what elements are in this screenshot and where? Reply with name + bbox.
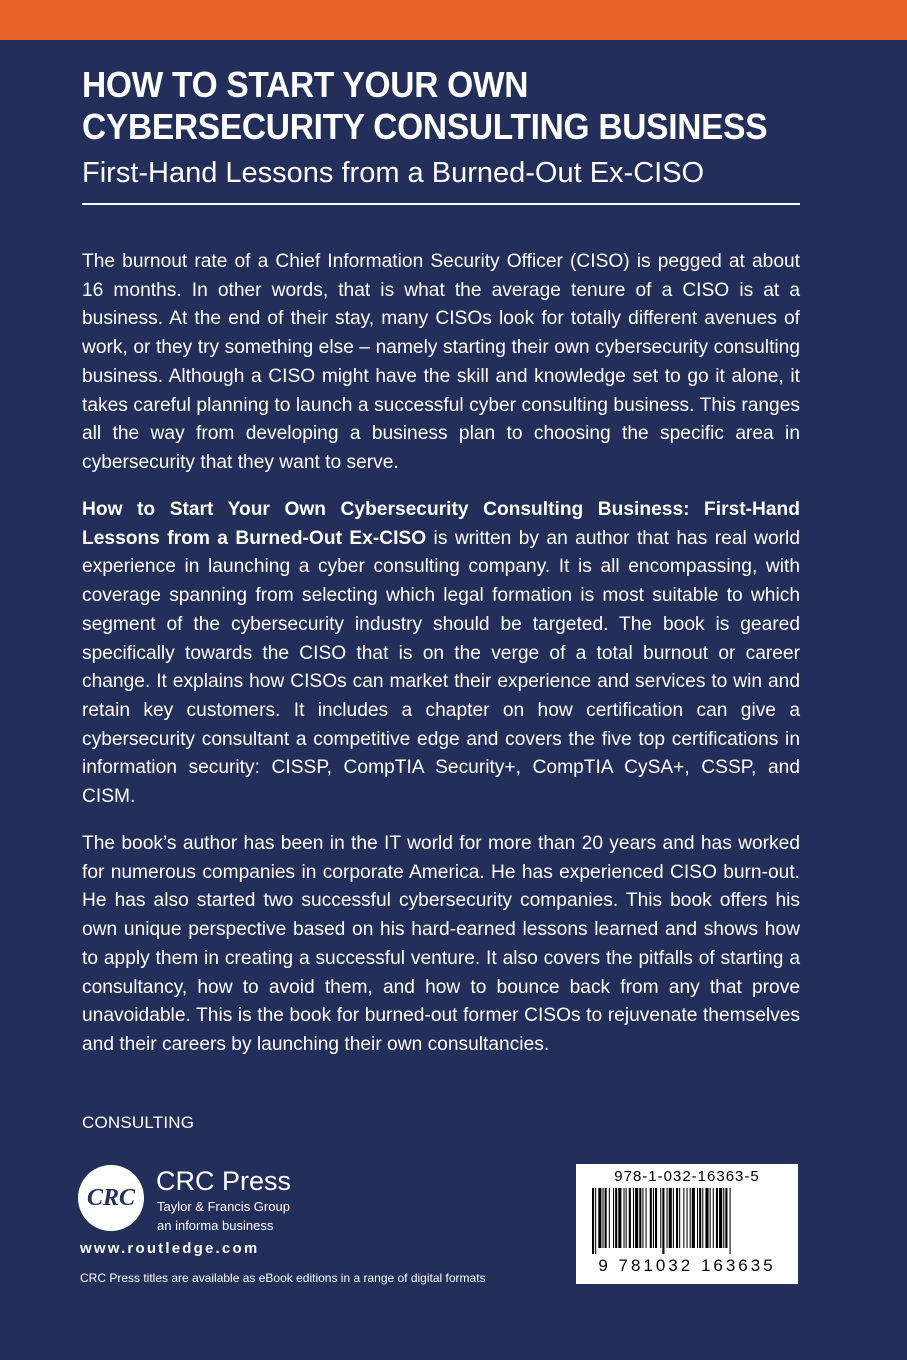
barcode-bar — [725, 1188, 727, 1248]
barcode-bar — [697, 1188, 698, 1248]
barcode-bar — [626, 1188, 627, 1248]
crc-logo-text: CRC — [86, 1184, 136, 1211]
barcode-bar — [598, 1188, 601, 1248]
title-line-2: CYBERSECURITY CONSULTING BUSINESS — [82, 106, 768, 147]
barcode-bar — [699, 1188, 701, 1248]
barcode-bar — [595, 1188, 596, 1254]
barcode-bar — [639, 1188, 641, 1248]
barcode-bar — [603, 1188, 604, 1248]
barcode-bar — [730, 1188, 731, 1254]
barcode-bar — [660, 1188, 661, 1248]
barcode-bar — [692, 1188, 695, 1248]
description-paragraph-2 — [82, 496, 800, 812]
barcode-bar — [702, 1188, 703, 1248]
barcode-bar — [710, 1188, 711, 1248]
barcode-bar — [635, 1188, 638, 1248]
publisher-informa: an informa business — [157, 1218, 274, 1233]
description-paragraph-2-text: is written by an author that has real world experience in launching a cyber consulting company. It is all encompassing, with coverage spanning from selecting which legal formation is most suitable to which segment of the cybersecurity industry should be targeted. The book is geared specifically towards the CISO that is on the verge of a total burnout or career change. It explains how CISOs can market their experience and services to win and retain key customers. It includes a chapter on how certification can give a cybersecurity consultant a competitive edge and covers the five top certifications in information security: CISSP, CompTIA Security+, CompTIA CySA+, CSSP, and CISM. — [82, 527, 800, 808]
barcode-bar — [624, 1188, 625, 1248]
ebook-availability-note: CRC Press titles are available as eBook editions in a range of digital formats — [80, 1271, 486, 1285]
barcode-bar — [605, 1188, 607, 1248]
barcode-bar — [613, 1188, 614, 1248]
barcode-bar — [642, 1188, 643, 1248]
barcode-bar — [719, 1188, 722, 1248]
barcode-bar — [655, 1188, 657, 1248]
subject-category: CONSULTING — [82, 1113, 195, 1132]
isbn-hyphenated: 978-1-032-16363-5 — [614, 1168, 760, 1185]
barcode-bar — [705, 1188, 708, 1248]
barcode-bar — [667, 1188, 668, 1248]
barcode-bar — [676, 1188, 678, 1248]
barcode-bar — [629, 1188, 631, 1248]
barcode-bar — [673, 1188, 674, 1248]
book-title — [82, 64, 770, 148]
barcode-bar — [716, 1188, 718, 1248]
book-subtitle: First-Hand Lessons from a Burned-Out Ex-CISO — [82, 157, 705, 189]
crc-logo-icon — [78, 1165, 144, 1231]
barcode-bar — [713, 1188, 714, 1248]
title-line-1: HOW TO START YOUR OWN — [82, 64, 529, 105]
barcode-bar — [662, 1188, 664, 1254]
title-divider — [82, 203, 800, 205]
author-paragraph: The book’s author has been in the IT world for more than 20 years and has worked for numerous companies in corporate America. He has experienced CISO burn-out. He has also started two successful cybersecurity companies. This book offers his own unique perspective based on his hard-earned lessons learned and shows how to apply them in creating a successful venture. It also covers the pitfalls of starting a consultancy, how to avoid them, and how to bounce back from any that prove unavoidable. This is the book for burned-out former CISOs to rejuvenate themselves and their careers by launching their own consultancies. — [82, 833, 800, 1055]
barcode-bar — [687, 1188, 688, 1248]
description-paragraph-1: The burnout rate of a Chief Information Security Officer (CISO) is pegged at about 16 months. In other words, that is what the average tenure of a CISO is at a business. At the end of their stay, many CISOs look for totally different avenues of work, or they try something else – namely starting their own cybersecurity consulting business. Although a CISO might have the skill and knowledge set to go it alone, it takes careful planning to launch a successful cyber consulting business. This ranges all the way from developing a business plan to choosing the specific area in cybersecurity that they want to serve. — [82, 251, 800, 473]
barcode-bar — [669, 1188, 672, 1248]
description-paragraph-2-bold-title: How to Start Your Own Cybersecurity Consulting Business: First-Hand Lessons from a Burned-Out Ex-CISO — [82, 499, 800, 549]
barcode-bar — [615, 1188, 617, 1248]
barcode-bar — [653, 1188, 654, 1248]
top-accent-band — [0, 0, 907, 40]
barcode-bar — [592, 1188, 594, 1254]
barcode-bar — [683, 1188, 684, 1248]
barcode-bar — [679, 1188, 680, 1248]
barcode-bar — [633, 1188, 634, 1248]
publisher-name: CRC Press — [156, 1166, 292, 1196]
barcode-bar — [618, 1188, 621, 1248]
barcode-bar — [690, 1188, 691, 1248]
publisher-group: Taylor & Francis Group — [157, 1199, 290, 1214]
publisher-website[interactable]: www.routledge.com — [80, 1240, 260, 1257]
isbn-digits: 9 781032 163635 — [598, 1256, 776, 1275]
barcode-bar — [723, 1188, 724, 1248]
barcode-bar — [650, 1188, 652, 1248]
barcode-bars-icon — [590, 1188, 784, 1254]
barcode-bar — [609, 1188, 610, 1248]
isbn-barcode — [576, 1164, 798, 1284]
barcode-bar — [646, 1188, 647, 1248]
